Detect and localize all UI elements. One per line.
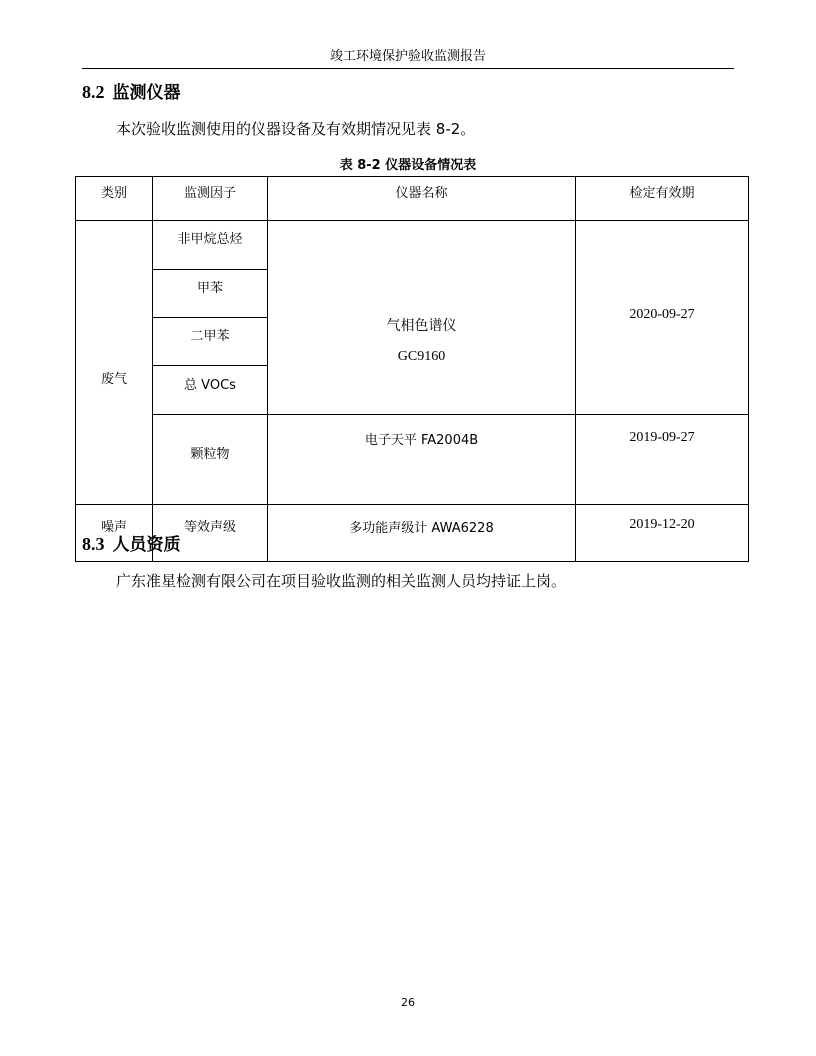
page-header xyxy=(82,46,734,69)
table-row xyxy=(76,221,749,270)
table-caption: 表 8-2 仪器设备情况表 xyxy=(339,158,477,173)
page-number: 26 xyxy=(401,996,415,1009)
section-heading-8-2 xyxy=(82,78,181,103)
instrument-model: GC9160 xyxy=(397,349,446,364)
header-factor: 监测因子 xyxy=(153,177,268,221)
category-cell: 废气 xyxy=(76,221,153,505)
section-8-3-paragraph: 广东准星检测有限公司在项目验收监测的相关监测人员均持证上岗。 xyxy=(116,572,567,590)
instrument-name: 气相色谱仪 xyxy=(386,318,457,334)
factor-cell: 颗粒物 xyxy=(153,415,268,505)
validity-cell: 2020-09-27 xyxy=(576,221,749,415)
header-instrument: 仪器名称 xyxy=(268,177,576,221)
instrument-cell: 电子天平 FA2004B xyxy=(268,415,576,505)
section-number: 8.3 xyxy=(82,534,105,554)
factor-cell: 等效声级 xyxy=(153,505,268,562)
section-number: 8.2 xyxy=(82,82,105,102)
instrument-cell: 多功能声级计 AWA6228 xyxy=(268,505,576,562)
instrument-cell xyxy=(268,221,576,415)
header-category: 类别 xyxy=(76,177,153,221)
factor-cell: 甲苯 xyxy=(153,270,268,318)
section-heading-8-3 xyxy=(82,530,181,555)
section-8-2-paragraph: 本次验收监测使用的仪器设备及有效期情况见表 8-2。 xyxy=(116,120,476,138)
validity-cell: 2019-09-27 xyxy=(576,415,749,505)
header-validity: 检定有效期 xyxy=(576,177,749,221)
table-header-row xyxy=(76,177,749,221)
category-cell: 噪声 xyxy=(76,505,153,562)
section-title: 监测仪器 xyxy=(112,83,181,103)
factor-cell: 二甲苯 xyxy=(153,318,268,366)
validity-cell: 2019-12-20 xyxy=(576,505,749,562)
factor-cell: 总 VOCs xyxy=(153,366,268,415)
section-title: 人员资质 xyxy=(112,535,181,555)
equipment-table xyxy=(75,176,749,562)
table-row xyxy=(76,415,749,505)
header-title: 竣工环境保护验收监测报告 xyxy=(329,49,486,64)
factor-cell: 非甲烷总烃 xyxy=(153,221,268,270)
